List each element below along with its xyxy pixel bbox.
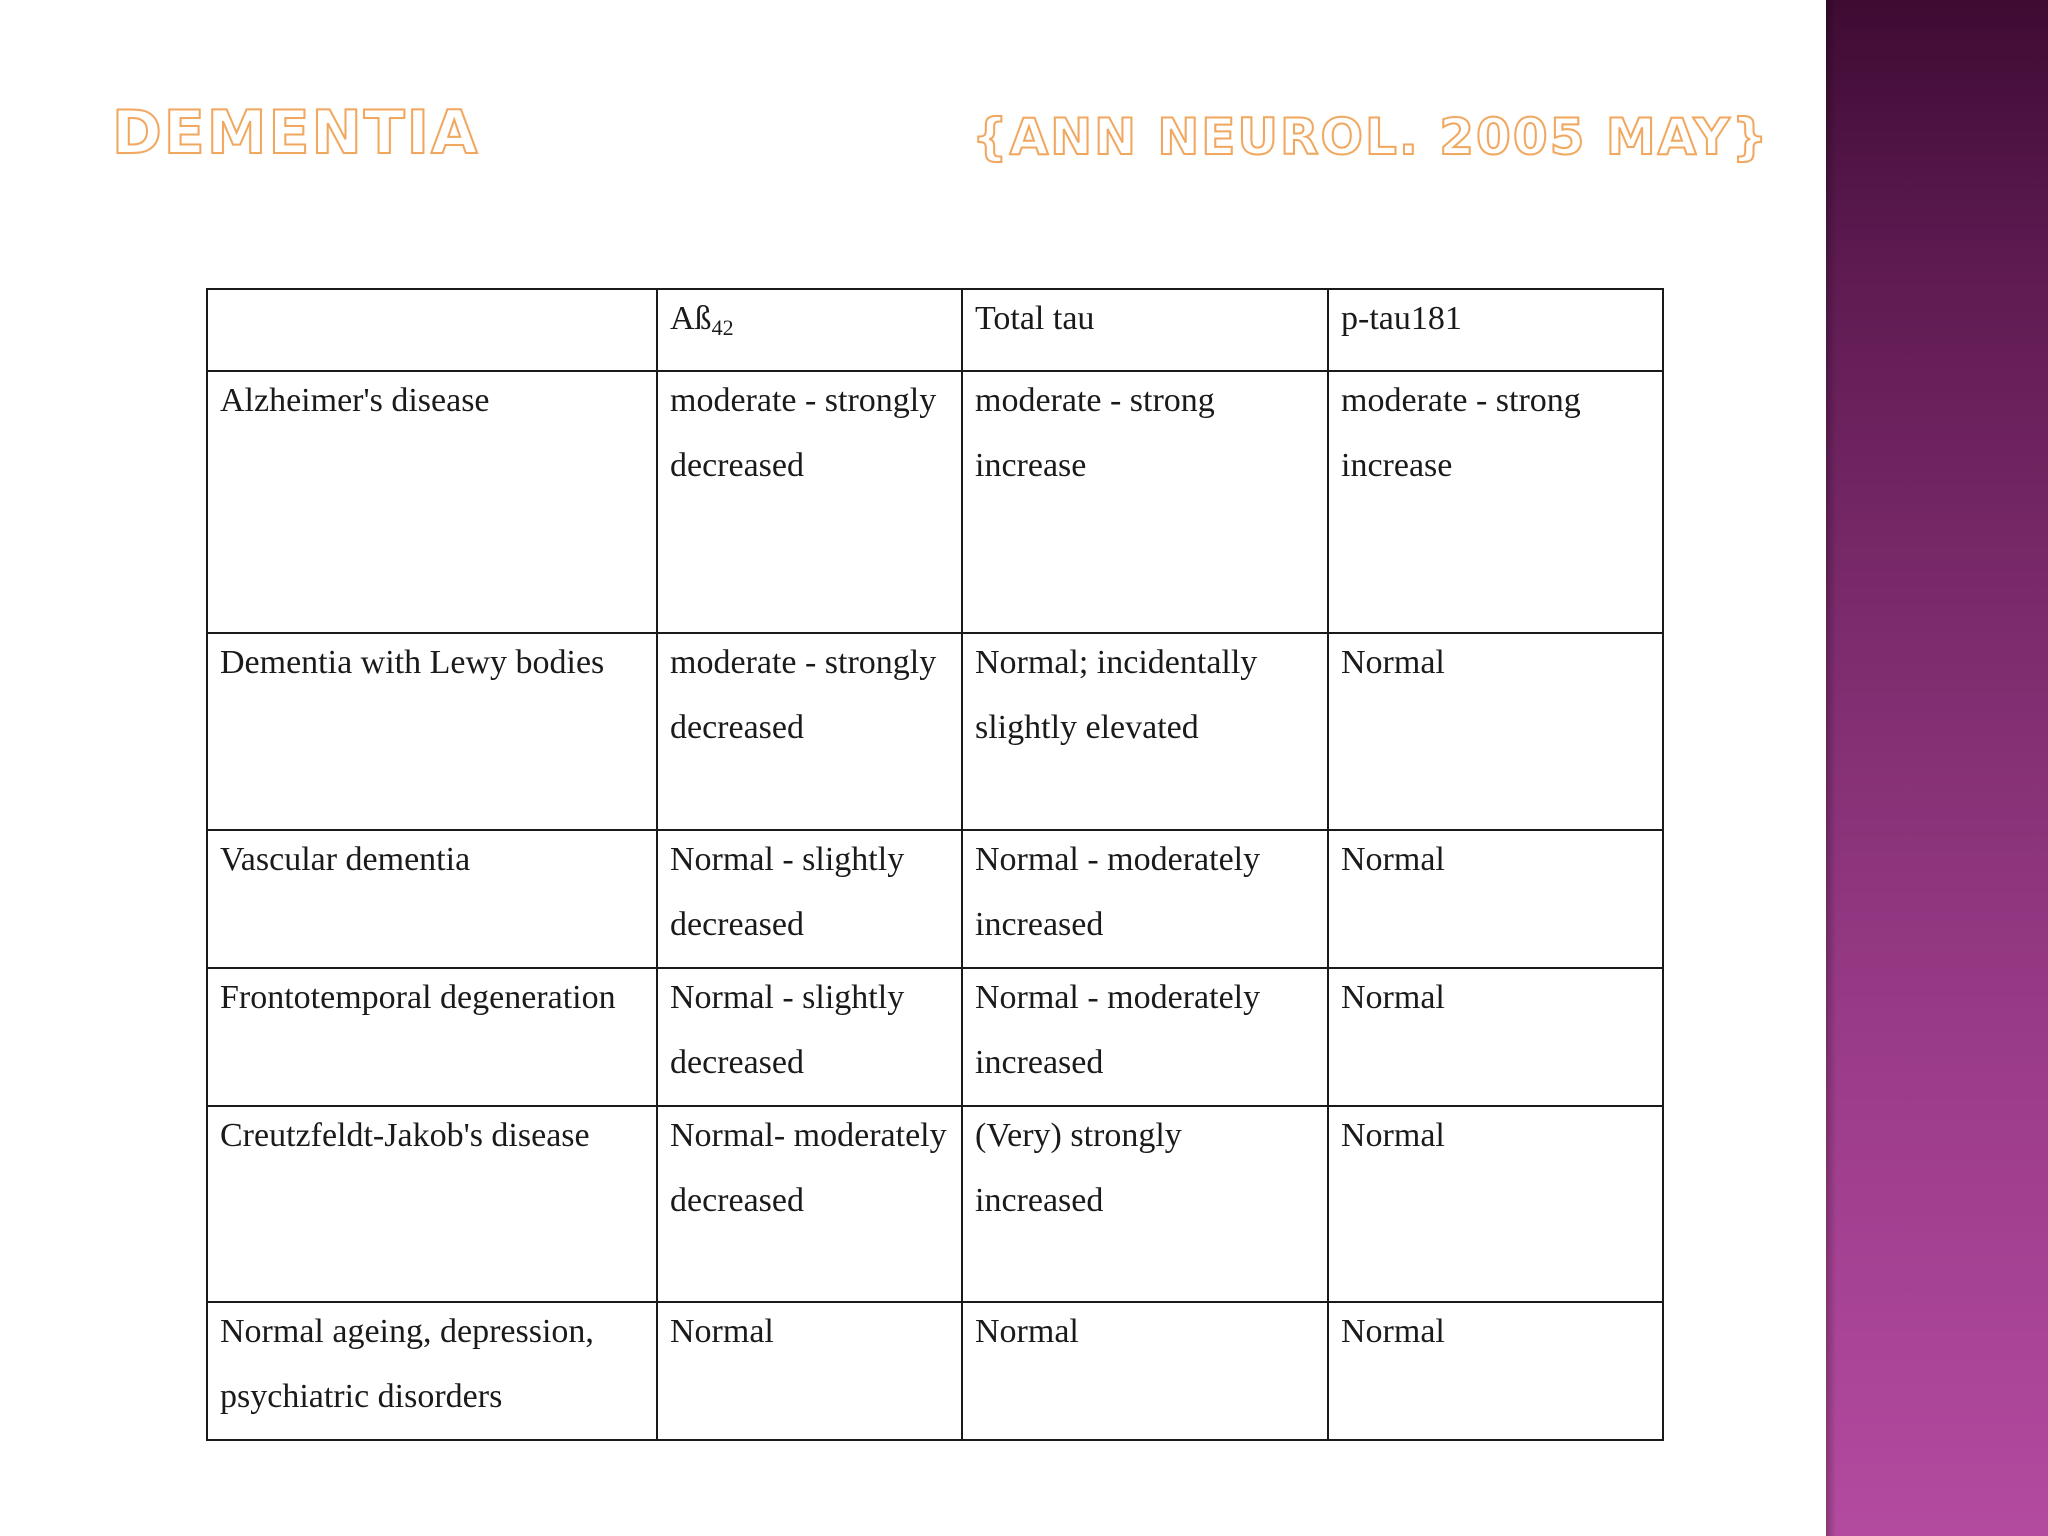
cell-condition: Alzheimer's disease [207,371,657,633]
cell-abeta: moderate - strongly decreased [657,633,962,830]
cell-ptau: Normal [1328,968,1663,1106]
table-header-row [207,289,1663,371]
cell-ptau: Normal [1328,633,1663,830]
cell-condition: Dementia with Lewy bodies [207,633,657,830]
header-cell-ptau: p-tau181 [1328,289,1663,371]
cell-ptau: Normal [1328,830,1663,968]
header-abeta-sub: 42 [711,315,734,340]
table-row [207,371,1663,633]
table-row [207,1106,1663,1302]
table-row [207,968,1663,1106]
cell-total-tau: Normal - moderately increased [962,968,1328,1106]
cell-total-tau: moderate - strong increase [962,371,1328,633]
cell-abeta: Normal [657,1302,962,1440]
cell-ptau: moderate - strong increase [1328,371,1663,633]
table-row [207,1302,1663,1440]
table-row [207,633,1663,830]
cell-total-tau: (Very) strongly increased [962,1106,1328,1302]
cell-condition: Vascular dementia [207,830,657,968]
decorative-side-bar [1826,0,2048,1536]
cell-condition: Frontotemporal degeneration [207,968,657,1106]
cell-ptau: Normal [1328,1302,1663,1440]
cell-abeta: Normal- moderately decreased [657,1106,962,1302]
cell-abeta: Normal - slightly decreased [657,968,962,1106]
cell-condition: Normal ageing, depression, psychiatric disorders [207,1302,657,1440]
cell-ptau: Normal [1328,1106,1663,1302]
header-cell-total-tau: Total tau [962,289,1328,371]
header-abeta-base: Aß [670,300,712,337]
header-cell-abeta [657,289,962,371]
slide-citation: {ANN NEUROL. 2005 MAY} [972,108,1770,166]
cell-total-tau: Normal; incidentally slightly elevated [962,633,1328,830]
cell-condition: Creutzfeldt-Jakob's disease [207,1106,657,1302]
slide-title: DEMENTIA [112,98,480,168]
cell-total-tau: Normal - moderately increased [962,830,1328,968]
side-bar-shadow [1826,0,1836,1536]
table-row [207,830,1663,968]
csf-biomarker-table [206,288,1664,1441]
cell-total-tau: Normal [962,1302,1328,1440]
cell-abeta: Normal - slightly decreased [657,830,962,968]
header-cell-empty [207,289,657,371]
cell-abeta: moderate - strongly decreased [657,371,962,633]
